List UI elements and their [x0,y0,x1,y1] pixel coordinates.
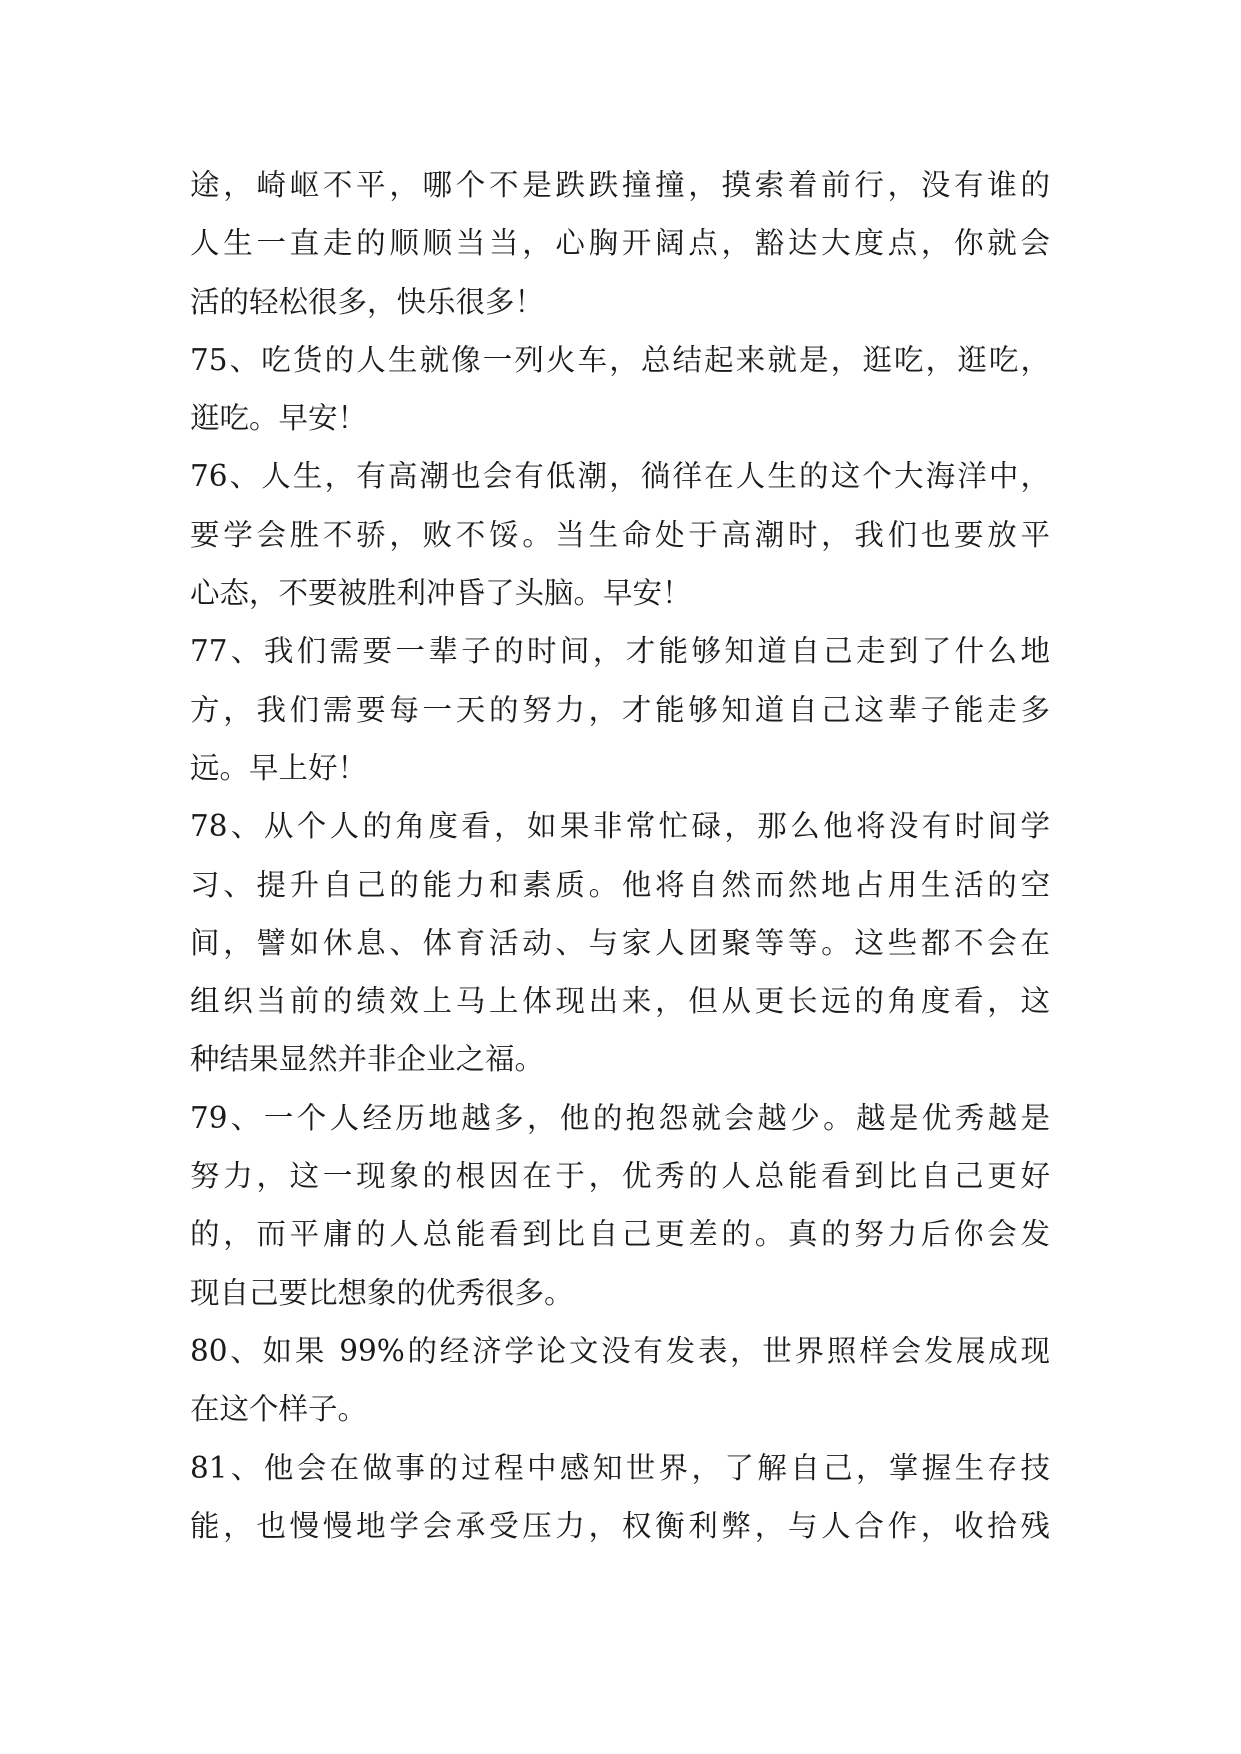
text-line: 77、我们需要一辈子的时间，才能够知道自己走到了什么地 [190,634,1050,669]
text-line: 现自己要比想象的优秀很多。 [190,1275,574,1310]
text-line: 能，也慢慢地学会承受压力，权衡利弊，与人合作，收拾残 [190,1508,1050,1543]
text-line: 在这个样子。 [190,1392,368,1427]
text-line: 人生一直走的顺顺当当，心胸开阔点，豁达大度点，你就会 [190,226,1050,261]
text-line: 努力，这一现象的根因在于，优秀的人总能看到比自己更好 [190,1159,1050,1194]
text-line: 组织当前的绩效上马上体现出来，但从更长远的角度看，这 [190,984,1050,1019]
text-line: 活的轻松很多，快乐很多！ [190,284,545,319]
text-line: 途，崎岖不平，哪个不是跌跌撞撞，摸索着前行，没有谁的 [190,168,1050,202]
text-line: 78、从个人的角度看，如果非常忙碌，那么他将没有时间学 [190,809,1050,844]
text-line: 逛吃。早安！ [190,401,368,436]
text-line: 81、他会在做事的过程中感知世界，了解自己，掌握生存技 [190,1450,1050,1485]
text-line: 要学会胜不骄，败不馁。当生命处于高潮时，我们也要放平 [190,517,1050,552]
text-line: 的，而平庸的人总能看到比自己更差的。真的努力后你会发 [190,1217,1050,1252]
text-line: 79、一个人经历地越多，他的抱怨就会越少。越是优秀越是 [190,1100,1050,1135]
text-line: 75、吃货的人生就像一列火车，总结起来就是，逛吃，逛吃， [190,342,1050,377]
text-line: 种结果显然并非企业之福。 [190,1042,545,1077]
document-body-text [190,156,1050,1555]
text-line: 远。早上好！ [190,750,368,785]
text-line: 76、人生，有高潮也会有低潮，徜徉在人生的这个大海洋中， [190,459,1050,494]
text-line: 间，譬如休息、体育活动、与家人团聚等等。这些都不会在 [190,925,1050,960]
text-line: 习、提升自己的能力和素质。他将自然而然地占用生活的空 [190,867,1050,902]
text-line: 方，我们需要每一天的努力，才能够知道自己这辈子能走多 [190,692,1050,727]
text-line: 80、如果 99%的经济学论文没有发表，世界照样会发展成现 [190,1333,1050,1368]
text-line: 心态，不要被胜利冲昏了头脑。早安！ [190,576,692,611]
